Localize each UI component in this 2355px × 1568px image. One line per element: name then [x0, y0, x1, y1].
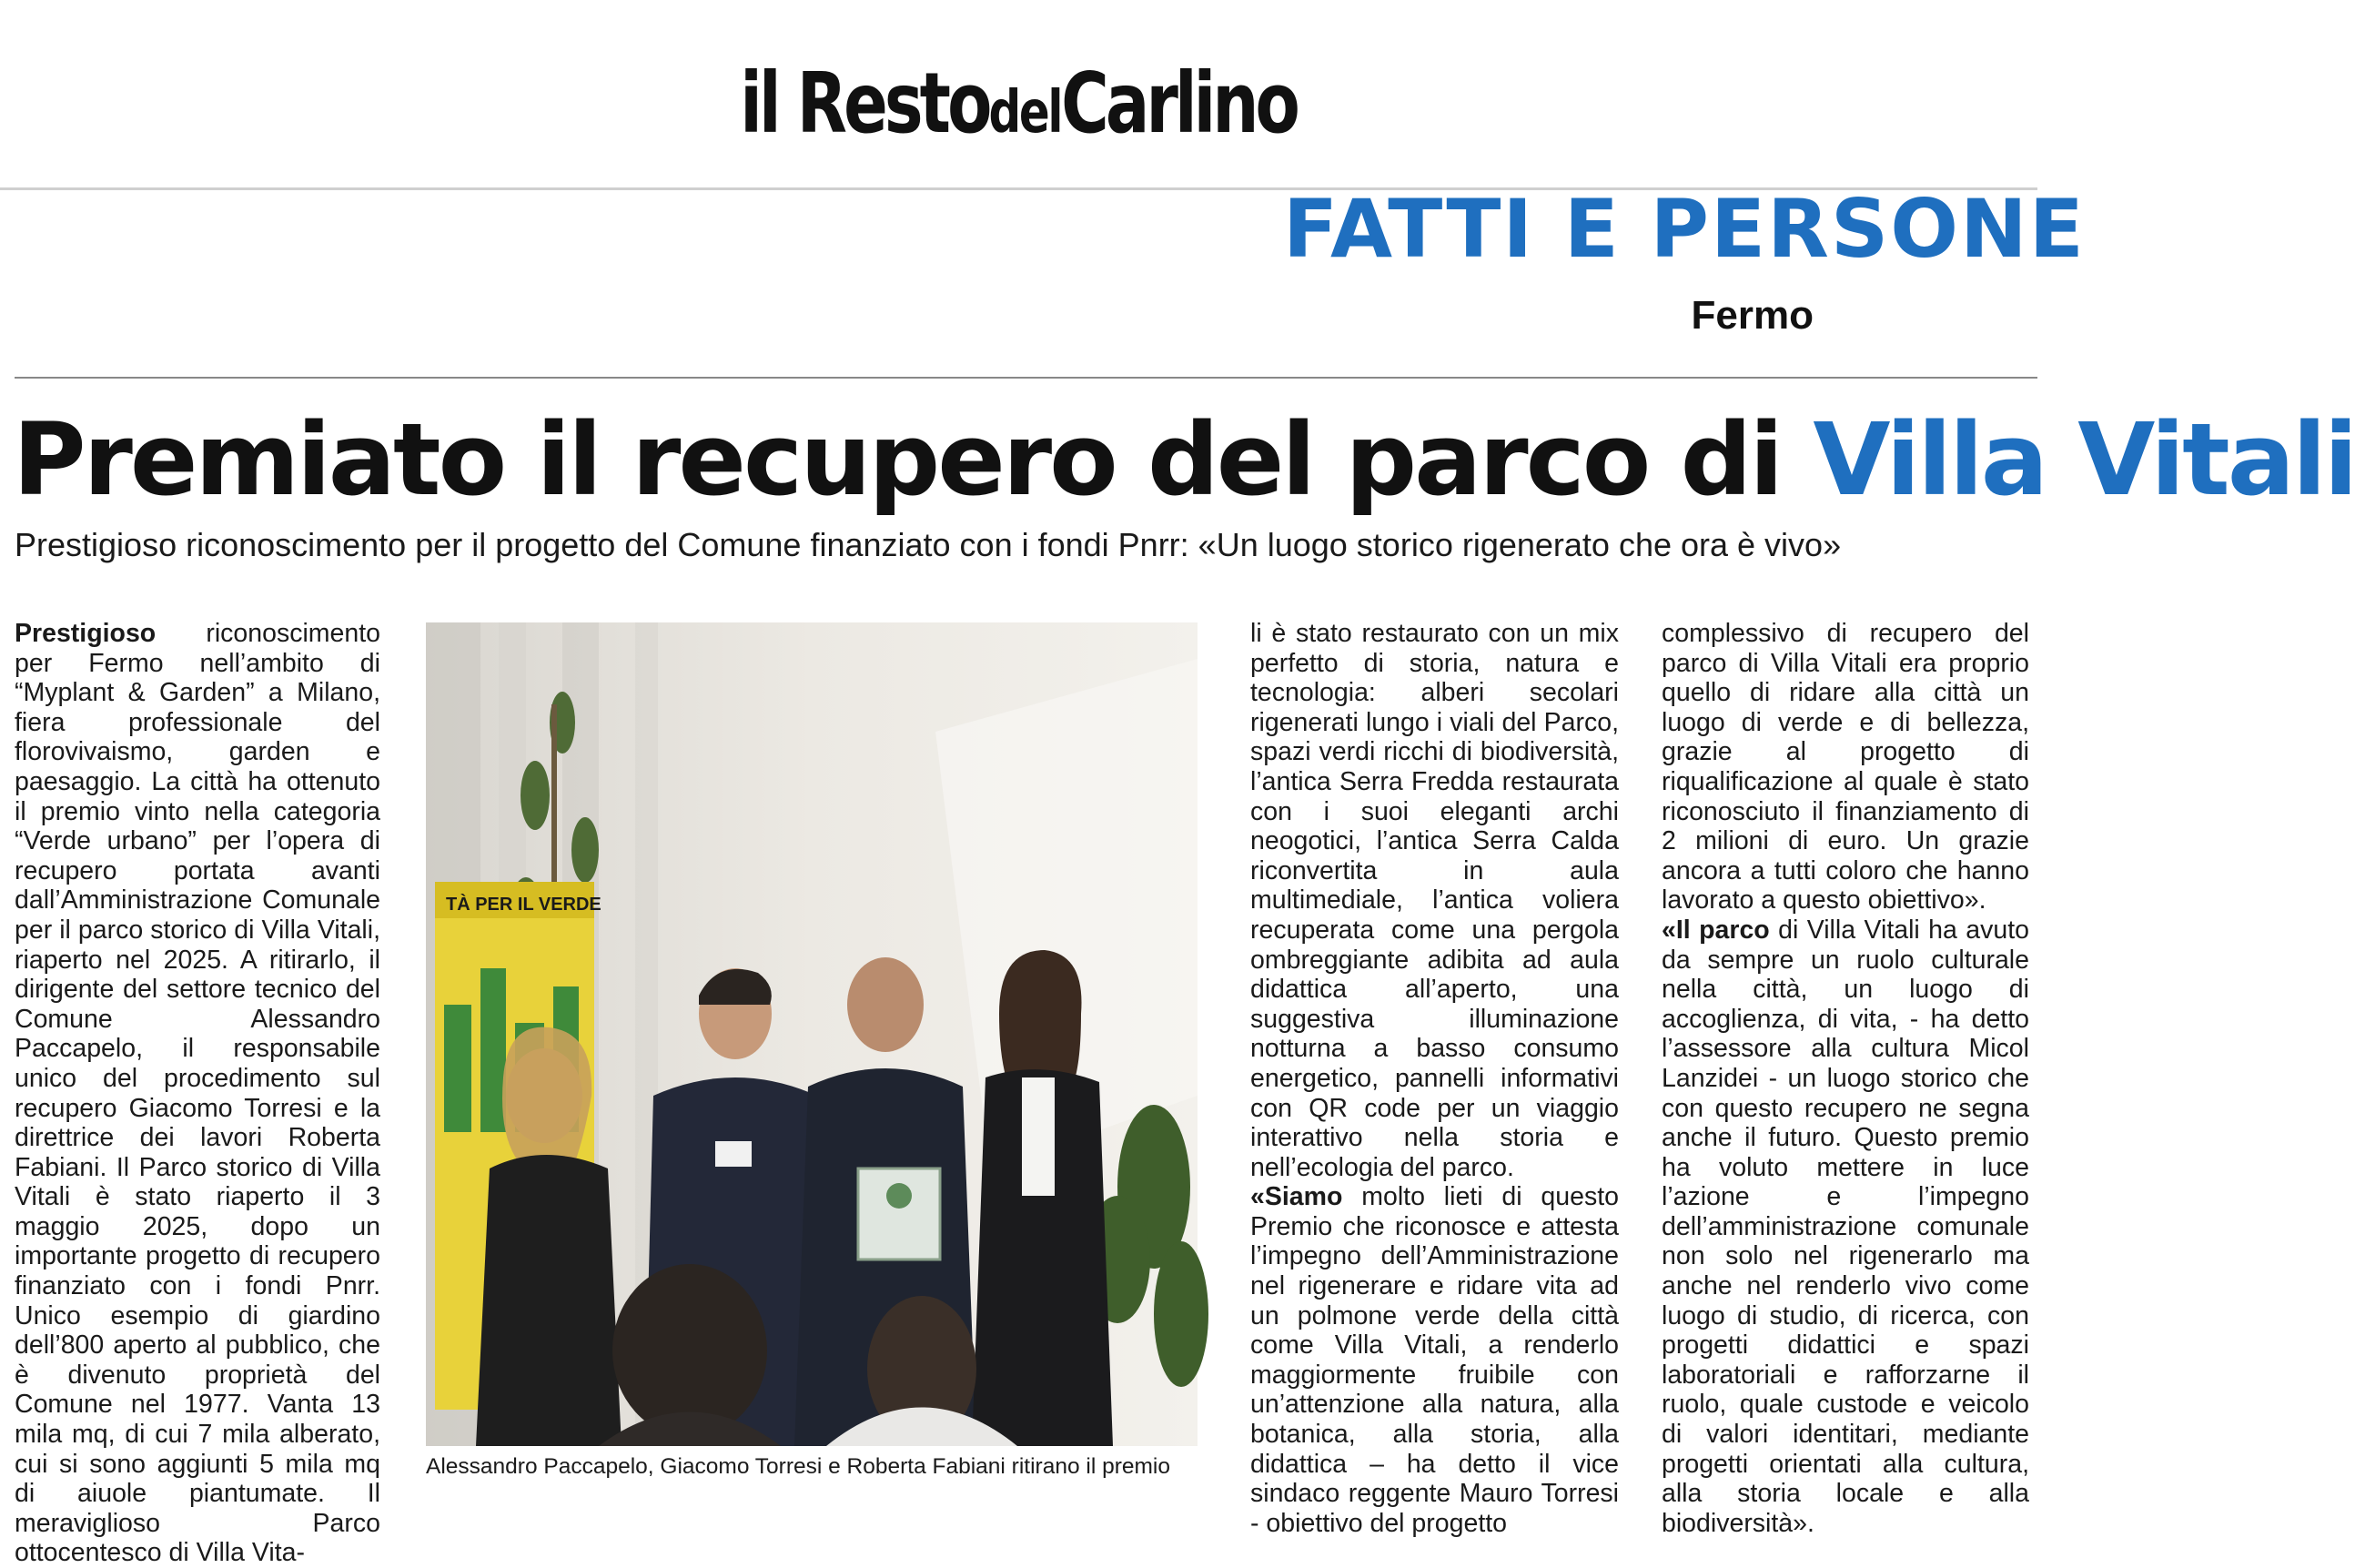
- headline-text: Premiato il recupero del parco di: [13, 401, 1814, 518]
- headline: [13, 400, 2355, 519]
- column-3-paragraph-1: li è stato restaurato con un mix perfetto di storia, natura e tecnologia: alberi secolari rigenerati lungo i viali del Parco, spazi verdi ricchi di biodiversità, l’antica Serra Fredda restaurata con i suoi eleganti archi neogotici, l’antica Serra Calda riconvertita in aula multimediale, l’antica voliera recuperata come una pergola ombreggiante adibita ad aula didattica all’aperto, una suggestiva illuminazione notturna a basso consumo energetico, pannelli informativi con QR code per un viaggio interattivo nella storia e nell’ecologia del parco.: [1250, 619, 1619, 1182]
- headline-highlight: Villa Vitali: [1813, 401, 2355, 518]
- section-title: [1283, 182, 2086, 284]
- column-3-paragraph-2: molto lieti di questo Premio che riconosce e attesta l’impegno dell’Amministrazione nel rigenerare e ridare vita ad un polmone verde della città come Villa Vitali, a renderlo maggiormente fruibile con un’attenzione alla natura, alla botanica, alla storia, alla didattica – ha detto il vice sindaco reggente Mauro Torresi - obiettivo del progetto: [1250, 1182, 1619, 1538]
- logo-text-carlino: Carlino: [1061, 54, 1298, 152]
- photo-caption: Alessandro Paccapelo, Giacomo Torresi e Roberta Fabiani ritirano il premio: [426, 1454, 1170, 1479]
- article-photo: [426, 622, 1198, 1446]
- newspaper-logo: [741, 55, 1298, 152]
- column-4-paragraph-2: di Villa Vitali ha avuto da sempre un ruolo culturale nella città, un luogo di accoglienza, di vita, - ha detto l’assessore alla cultura Micol Lanzidei - un luogo storico che con questo recupero ne segna anche il futuro. Questo premio ha voluto mettere in luce l’azione e l’impegno dell’amministrazione comunale non solo nel rigenerarlo ma anche nel renderlo vivo come luogo di studio, di ricerca, con progetti didattici e spazi laboratoriali e rafforzarne il ruolo, quale custode e veicolo di valori identitari, mediante progetti orientati alla cultura, alla storia locale e alla biodiversità».: [1662, 915, 2029, 1538]
- lead-word: Prestigioso: [15, 619, 157, 648]
- lead-word: «Siamo: [1250, 1182, 1343, 1212]
- lead-word: «Il parco: [1662, 915, 1770, 945]
- column-4-paragraph-1: complessivo di recupero del parco di Villa Vitali era proprio quello di ridare alla città un luogo di verde e di bellezza, grazie al progetto di riqualificazione al quale è stato riconosciuto il finanziamento di 2 milioni di euro. Un grazie ancora a tutti coloro che hanno lavorato a questo obiettivo».: [1662, 619, 2029, 916]
- column-1-text: riconoscimento per Fermo nell’ambito di “Myplant & Garden” a Milano, fiera professionale del florovivaismo, garden e paesaggio. La città ha ottenuto il premio vinto nella categoria “Verde urbano” per l’opera di recupero portata avanti dall’Amministrazione Comunale per il parco storico di Villa Vitali, riaperto nel 2025. A ritirarlo, il dirigente del settore tecnico del Comune Alessandro Paccapelo, il responsabile unico del procedimento sul recupero Giacomo Torresi e la direttrice dei lavori Roberta Fabiani. Il Parco storico di Villa Vitali è stato riaperto il 3 maggio 2025, dopo un importante progetto di recupero finanziato con i fondi Pnrr. Unico esempio di giardino dell’800 aperto al pubblico, che è divenuto proprietà del Comune nel 1977. Vanta 13 mila mq, di cui 7 mila alberato, cui si sono aggiunti 5 mila mq di aiuole piantumate. Il meraviglioso Parco ottocentesco di Villa Vita-: [15, 619, 380, 1568]
- banner-text: TÀ PER IL VERDE: [446, 895, 601, 915]
- masthead: [0, 0, 2037, 190]
- section-divider: [15, 377, 2037, 379]
- article-column-1: [15, 619, 380, 1568]
- section-city: Fermo: [1691, 293, 1814, 338]
- logo-text-del: del: [988, 78, 1062, 147]
- subtitle: Prestigioso riconoscimento per il progetto del Comune finanziato con i fondi Pnrr: «Un luogo storico rigenerato che ora è vivo»: [15, 526, 1842, 563]
- award-photo-illustration: [426, 622, 1198, 1446]
- section-title-text: FATTI E PERSONE: [1283, 182, 2086, 276]
- article-column-3: [1250, 619, 1619, 1538]
- logo-text-il-resto: il Resto: [740, 54, 989, 152]
- article-column-4: [1662, 619, 2029, 1538]
